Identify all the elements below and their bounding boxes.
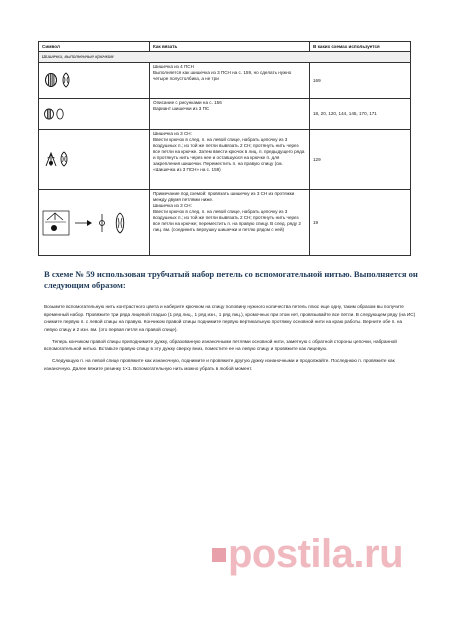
used-in-cell: 18, 20, 120, 144, 145, 170, 171: [310, 99, 411, 130]
table-section-row: [39, 52, 411, 63]
header-symbol: Символ: [39, 42, 150, 52]
symbol-table: [38, 41, 411, 256]
body-text: [44, 303, 416, 377]
used-in-cell: 19: [310, 190, 411, 256]
description-cell: Шишечка из 4 ПСН Выполняется как шишечка из 3 ПСН на с. 159, но сделать нужно четыре полустолбика, а не три: [150, 63, 310, 99]
table-row: [39, 99, 411, 130]
table-row: [39, 190, 411, 256]
paragraph: Теперь кончиком правой спицы приподнимите дужку, образованную изнаночными петлями основной нити, заметную с обратной стороны цепочки, набранной вспомогательной нитью. Вставьте правую спицу в эту дужку сверху вниз, поместите ее на левую спицу и провяжите как лицевую.: [44, 338, 397, 352]
watermark-dot-icon: [212, 548, 226, 562]
header-used-in: В каких схемах используется: [310, 42, 411, 52]
header-how-to-knit: Как вязать: [150, 42, 310, 52]
description-cell: Описание с рисунками на с. 156 Вариант шишечки из 3 ПС: [150, 99, 310, 130]
table-header-row: [39, 42, 411, 52]
symbol-cell: [39, 130, 150, 190]
section-title: Шишечки, выполненные крючком: [39, 52, 411, 63]
watermark-text: postila.ru: [228, 532, 404, 576]
bobble-3-ps-icon: [43, 108, 65, 120]
used-in-cell: 169: [310, 63, 411, 99]
description-cell: Шишечка из 3 СН: Ввести крючок в след. п. на левой спице, набрать цепочку из 3 воздушных п.; из той же петли вывязать 2 СН; протянуть нить через все петли на крючке. Затем ввести крючок в лиц. п. предыдущего ряда и протянуть нить через нее и оставшуюся на крючке п. для закрепления шишечки. Переместить п. на правую спицу (см. «Шишечка из 3 ПСН» на с. 159): [150, 130, 310, 190]
section-heading: В схеме № 59 использован трубчатый набор петель со вспомогательной нитью. Выполняется он следующим образом:: [44, 269, 418, 290]
bobble-4-psn-icon: [44, 72, 58, 88]
table-row: [39, 63, 411, 99]
description-cell: Примечание под схемой: провязать шишечку из 3 СН из протяжки между двумя петлями ниже. Шишечка из 3 СН: Ввести крючок в след. п. на левой спице, набрать цепочку из 3 воздушных п.; из той же петли вывязать 2 СН; протянуть нить через все петли на крючке; переместить п. на правую спицу. В след. ряду 2 лиц. вм. (соединить верхушку шишечки и петлю рядом с ней): [150, 190, 310, 256]
symbol-cell: [39, 190, 150, 256]
used-in-cell: 129: [310, 130, 411, 190]
bobble-side-icon: [61, 72, 71, 88]
paragraph: Возьмите вспомогательную нить контрастного цвета и наберите крючком на спицу половину нужного количества петель плюс еще одну, таким образом вы получите временный набор. Провяжите три ряда лицевой гладью (1 ряд лиц., 1 ряд изн., 1 ряд лиц.), кромочных при этом нет, провязывайте все петли. В следующем ряду (на ИС) снимите первую п. с левой спицы на правую. Кончиком правой спицы поднимите первую вертикальную протяжку основной нити на краю работы. Верните обе п. на левую спицу и 2 изн. вм. (это первая петля на правой спице).: [44, 304, 416, 332]
symbol-cell: [39, 99, 150, 130]
symbol-cell: [39, 63, 150, 99]
bobble-3-sn-icon: [43, 150, 73, 168]
paragraph: Следующую п. на левой спице провяжите как изнаночную, поднимите и провяжите другую дужку изнаночными и продолжайте. Последнюю п. провяжите как изнаночную. Далее вяжите резинку 1×1. Вспомогательную нить можно убрать в любой момент.: [44, 358, 395, 371]
table-row: [39, 130, 411, 190]
bobble-transfer-diagram-icon: [42, 210, 138, 236]
